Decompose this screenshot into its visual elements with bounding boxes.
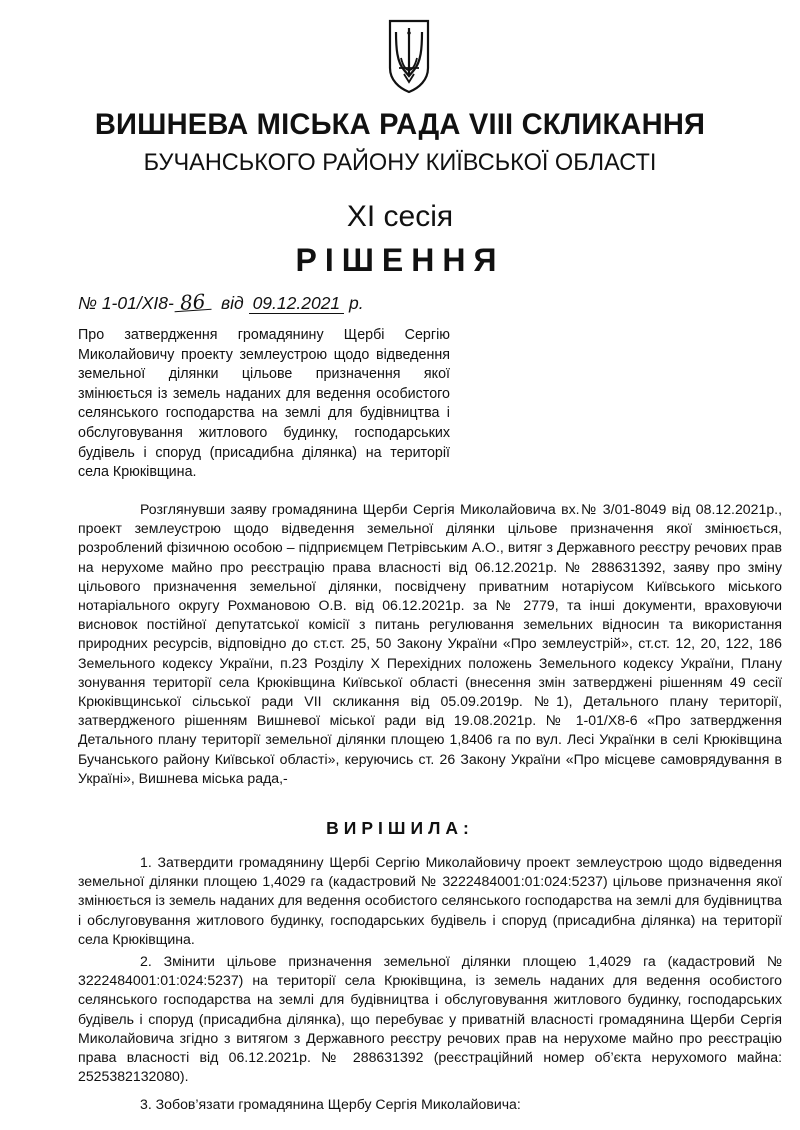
session-title: XI сесія <box>346 200 454 233</box>
district-title: БУЧАНСЬКОГО РАЙОНУ КИЇВСЬКОЇ ОБЛАСТІ <box>143 149 657 176</box>
decision-item-3: 3. Зобов’язати громадянина Щербу Сергія Миколайовича: <box>140 1096 521 1112</box>
handwritten-number: 86 <box>173 293 212 313</box>
council-title: ВИШНЕВА МІСЬКА РАДА VIII СКЛИКАННЯ <box>94 108 706 141</box>
decision-item-1: 1. Затвердити громадянину Щербі Сергію Миколайовичу проект землеустрою щодо відведення земельної ділянки площею 1,4029 га (кадастровий № 3222484001:01:024:5237) цільове призначення якої змінюється із земель наданих для ведення особистого селянського господарства на землі для будівництва і обслуговування житлового будинку, господарських будівель і споруд (присадибна ділянка) на території села Крюківщина. <box>78 854 782 947</box>
coat-of-arms-trident-icon <box>387 18 431 94</box>
number-sign: № <box>78 293 97 313</box>
date-prefix: від <box>221 293 244 313</box>
resolved-heading: ВИРІШИЛА: <box>326 818 474 838</box>
decision-item-2: 2. Змінити цільове призначення земельної ділянки площею 1,4029 га (кадастровий № 3222484001:01:024:5237) на території села Крюківщина, із земель наданих для ведення особистого селянського господарства на землі для будівництва і обслуговування житлового будинку, господарських будівель і споруд (присадибна ділянка), що перебуває у приватній власності громадянина Щерби Сергія Миколайовича згідно з витягом з Державного реєстру речових прав на нерухоме майно про реєстрацію права власності від 06.12.2021р. № 288631392 (реєстраційний номер об’єкта нерухомого майна: 2525382132080). <box>78 953 782 1085</box>
preamble-paragraph: Розглянувши заяву громадянина Щерби Сергія Миколайовича вх.№ 3/01-8049 від 08.12.2021р., проект землеустрою щодо відведення земельної ділянки цільове призначення якої змінюється, розроблений фізичною особою – підприємцем Петрівським А.О., витяг з Державного реєстру речових прав на нерухоме майно про реєстрацію права власності від 06.12.2021р. № 288631392, заяву про зміну цільового призначення земельної ділянки, посвідчену приватним нотаріусом Київського міського нотаріального округу Рохмановою О.В. від 06.12.2021р. за № 2779, та інші документи, враховуючи висновок постійної депутатської комісії з питань регулювання земельних відносин та використання природних ресурсів, відповідно до ст.ст. 25, 50 Закону України «Про землеустрій», ст.ст. 12, 20, 122, 186 Земельного кодексу України, п.23 Розділу X Перехідних положень Земельного кодексу України, Плану зонування території села Крюківщина Київської області (внесення змін затверджені рішенням 49 сесії Крюківщинської сільської ради VII скликання від 05.09.2019р. №1), Детального плану території, затвердженого рішенням Вишневої міської ради від 19.08.2021р. № 1-01/X8-6 «Про затвердження Детального плану території земельної ділянки площею 1,8406 га по вул. Лесі Українки в селі Крюківщина Бучанського району Київської області», керуючись ст. 26 Закону України «Про місцеве самоврядування в Україні», Вишнева міська рада,- <box>78 501 782 786</box>
document-date: 09.12.2021 <box>249 293 345 314</box>
document-number: 1-01/XI8- <box>101 293 174 313</box>
date-suffix: р. <box>349 293 364 313</box>
document-number-line <box>78 289 364 315</box>
decision-subject: Про затвердження громадянину Щербі Сергію Миколайовичу проекту землеустрою щодо відведення земельної ділянки цільове призначення якої змінюється із земель наданих для ведення особистого селянського господарства на землі для будівництва і обслуговування житлового будинку, господарських будівель і споруд (присадибна ділянка) на території села Крюківщина. <box>78 327 450 481</box>
decision-title: РІШЕННЯ <box>295 242 505 278</box>
